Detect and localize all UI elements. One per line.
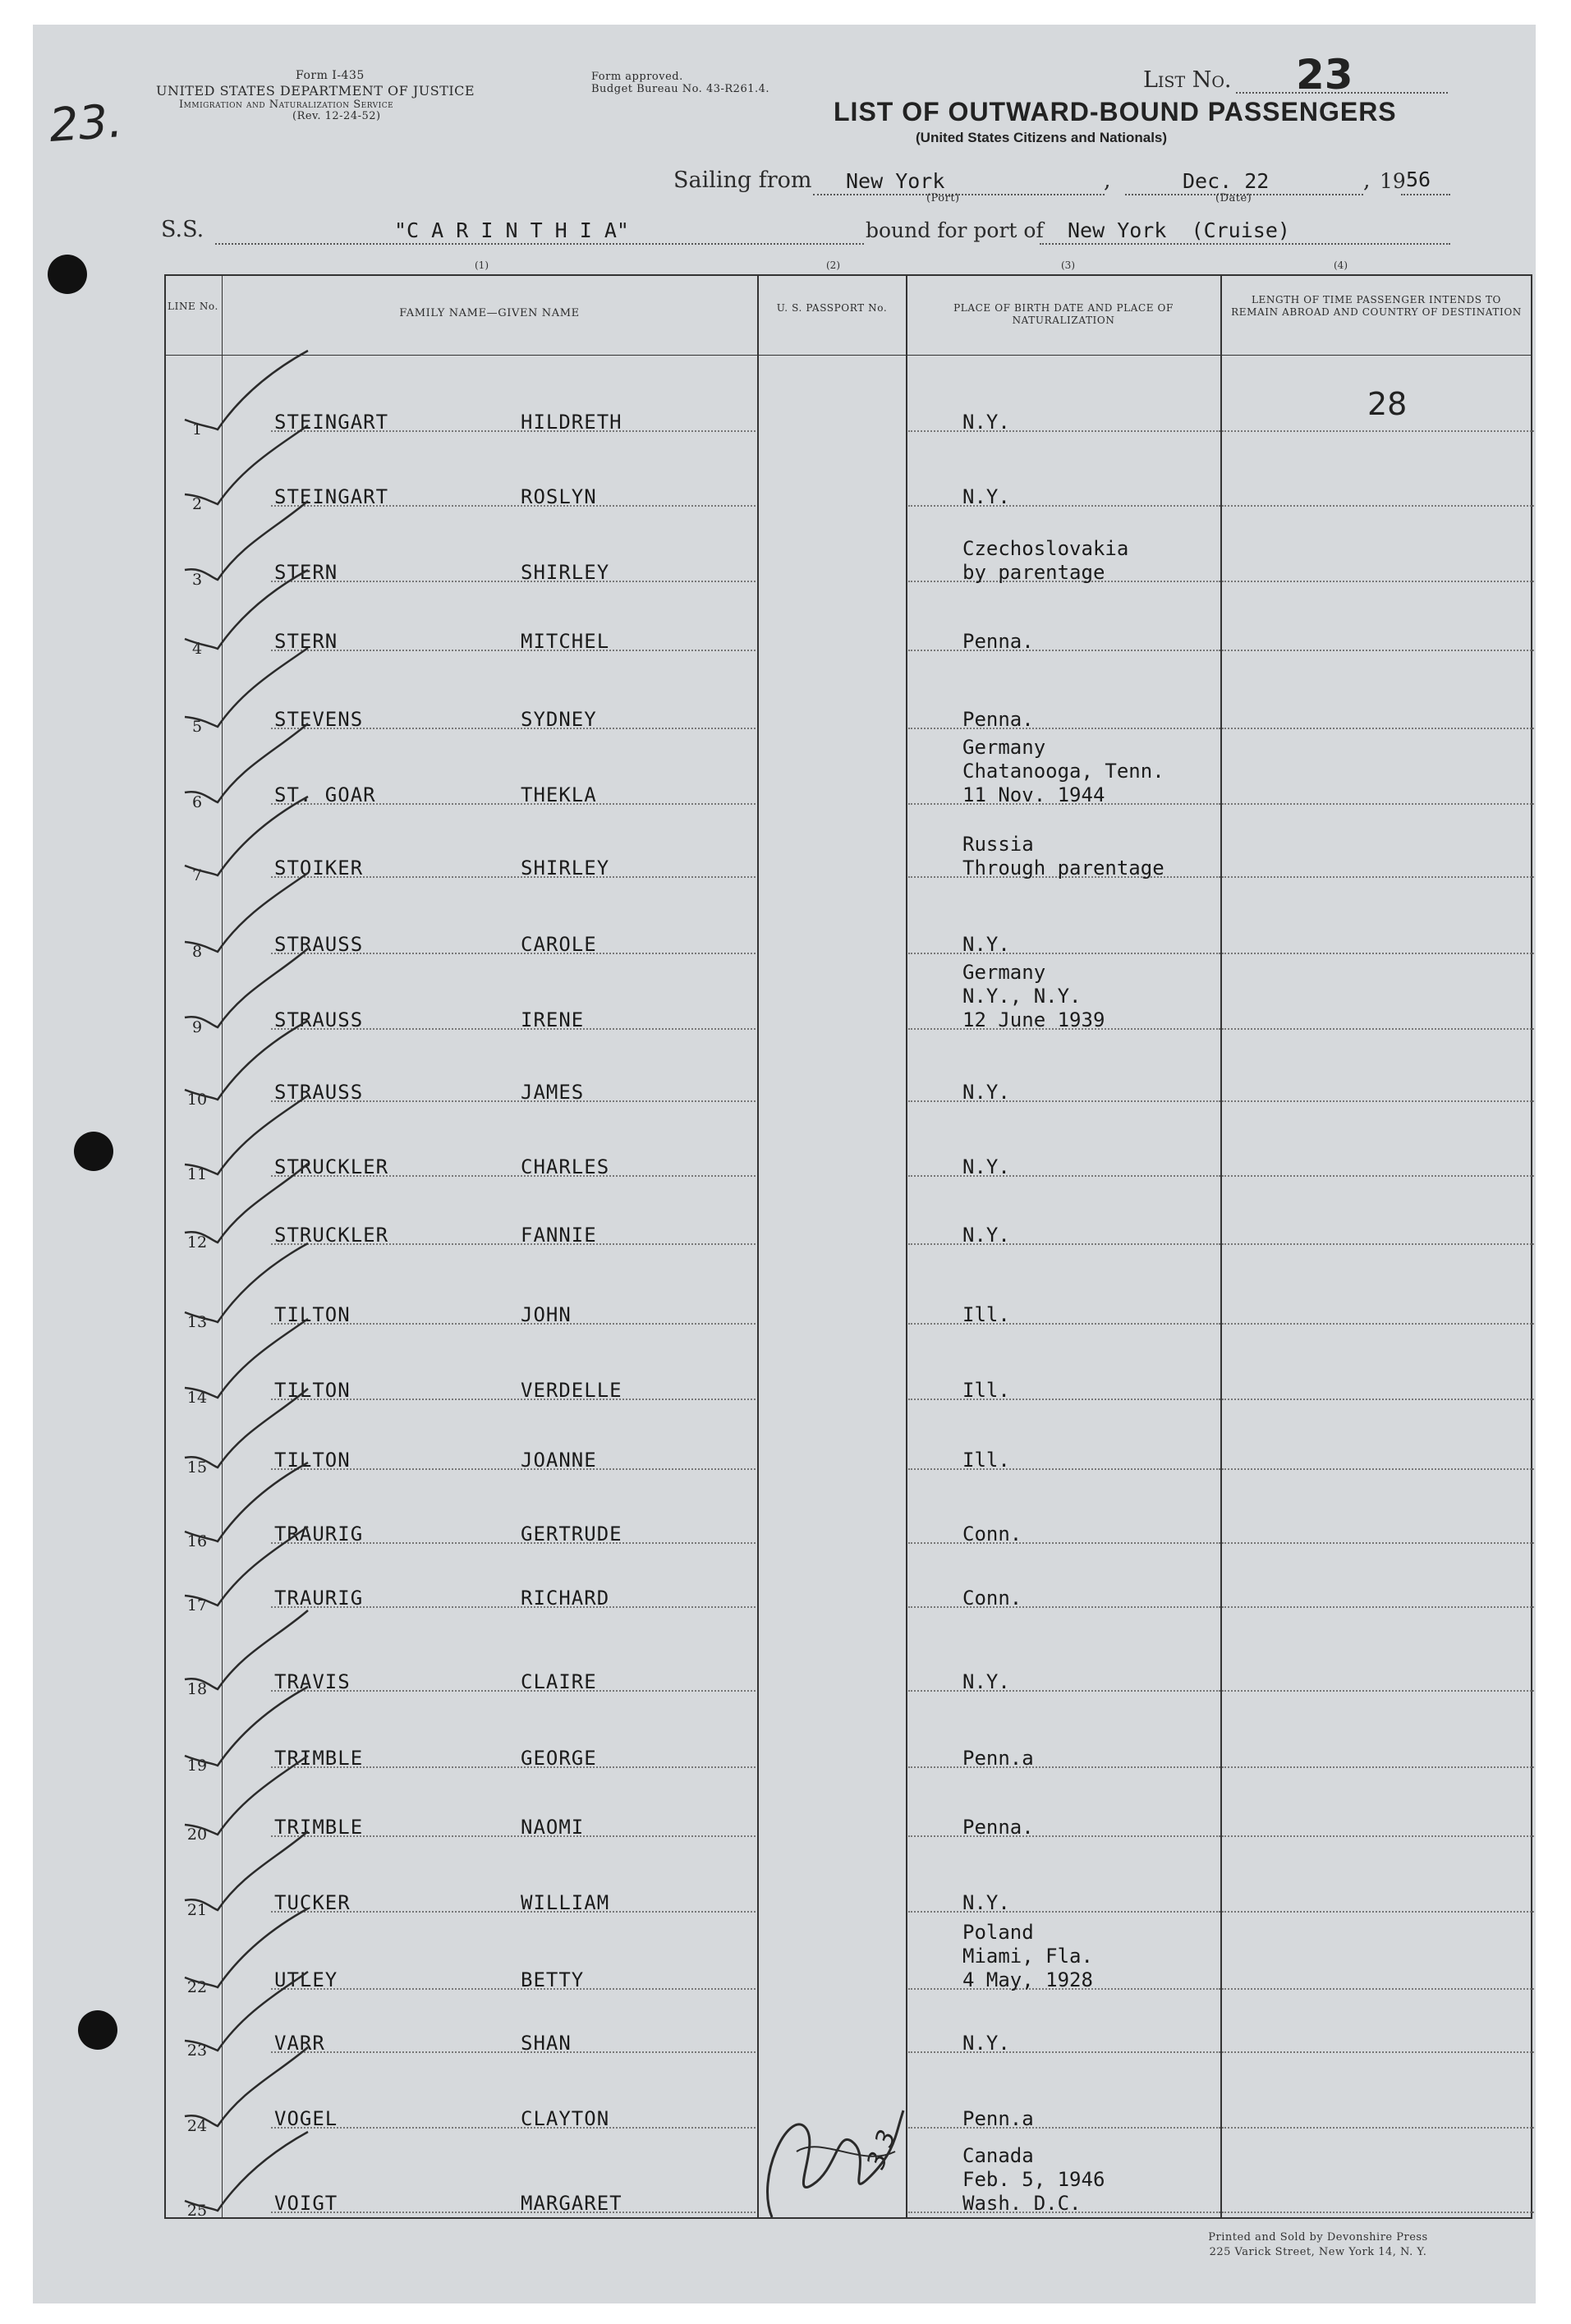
length-dotline (1222, 1911, 1534, 1913)
birth-dotline (908, 728, 1220, 729)
name-dotline (271, 876, 756, 878)
birth-place-line: N.Y. (962, 1891, 1010, 1914)
family-name: STOIKER (274, 857, 364, 880)
birth-dotline (908, 1243, 1220, 1245)
sailing-port: New York (846, 169, 945, 193)
date-year-separator: , (1363, 168, 1371, 193)
given-name: NAOMI (521, 1816, 585, 1839)
given-name: MARGARET (521, 2192, 622, 2215)
birth-place-line: Penna. (962, 1816, 1034, 1839)
bound-for-label: bound for port of (866, 218, 1044, 242)
line-number: 17 (186, 1596, 208, 1614)
length-dotline (1222, 1100, 1534, 1102)
length-dotline (1222, 1468, 1534, 1470)
line-number: 15 (186, 1458, 208, 1477)
line-number: 25 (186, 2202, 208, 2220)
line-number: 1 (191, 420, 203, 439)
length-dotline (1222, 2211, 1534, 2213)
line-number: 16 (186, 1532, 208, 1550)
name-dotline (271, 1606, 756, 1608)
check-mark-icon (177, 2125, 316, 2216)
name-dotline (271, 1100, 756, 1102)
line-number: 18 (186, 1680, 208, 1698)
header-passport: U. S. PASSPORT No. (776, 302, 888, 314)
family-name: TILTON (274, 1303, 351, 1326)
family-name: ST. GOAR (274, 783, 376, 806)
birth-place-line: N.Y. (962, 1155, 1010, 1178)
sailing-year: 56 (1406, 168, 1431, 191)
line-number: 24 (186, 2117, 208, 2135)
table-top-border (164, 274, 1532, 276)
printer-line-1: Printed and Sold by Devonshire Press (1208, 2231, 1428, 2244)
length-dotline (1222, 953, 1534, 954)
column-number-3: (3) (1061, 259, 1075, 271)
birth-column-divider (1220, 274, 1222, 2219)
line-number: 9 (191, 1018, 203, 1036)
birth-place-line: Germany (962, 961, 1046, 984)
list-no-label: List No. (1143, 67, 1232, 93)
birth-dotline (908, 1468, 1220, 1470)
sailing-date: Dec. 22 (1183, 169, 1270, 193)
line-number: 14 (186, 1389, 208, 1407)
punch-hole-top (48, 255, 87, 294)
birth-dotline (908, 1542, 1220, 1544)
check-mark-icon (177, 1157, 316, 1247)
family-name: TRAVIS (274, 1670, 351, 1693)
name-dotline (271, 1911, 756, 1913)
birth-place-line: Penn.a (962, 1747, 1034, 1770)
birth-place-line: 4 May, 1928 (962, 1968, 1093, 1991)
length-dotline (1222, 650, 1534, 651)
line-number: 11 (186, 1165, 208, 1183)
table-right-border (1531, 274, 1532, 2219)
line-number: 23 (186, 2042, 208, 2060)
given-name: ROSLYN (521, 485, 597, 508)
line-number: 4 (191, 640, 203, 658)
birth-place-line: N.Y. (962, 933, 1010, 956)
name-dotline (271, 1766, 756, 1768)
given-name: JOANNE (521, 1449, 597, 1472)
given-name: BETTY (521, 1968, 585, 1991)
family-name: STERN (274, 630, 338, 653)
given-name: CLAYTON (521, 2107, 610, 2130)
birth-place-line: Wash. D.C. (962, 2192, 1082, 2215)
given-name: SYDNEY (521, 708, 597, 731)
birth-place-line: Chatanooga, Tenn. (962, 760, 1164, 783)
printer-line-2: 225 Varick Street, New York 14, N. Y. (1209, 2246, 1427, 2258)
birth-place-line: N.Y. (962, 485, 1010, 508)
name-dotline (271, 953, 756, 954)
header-name: FAMILY NAME—GIVEN NAME (399, 307, 580, 319)
name-dotline (271, 1243, 756, 1245)
margin-note: 23. (47, 94, 125, 154)
given-name: SHIRLEY (521, 857, 610, 880)
given-name: CLAIRE (521, 1670, 597, 1693)
length-dotline (1222, 1690, 1534, 1692)
birth-dotline (908, 1690, 1220, 1692)
birth-place-line: Penn.a (962, 2107, 1034, 2130)
given-name: RICHARD (521, 1587, 610, 1610)
punch-hole-middle (74, 1132, 113, 1171)
birth-place-line: Canada (962, 2144, 1034, 2167)
length-dotline (1222, 728, 1534, 729)
birth-dotline (908, 2051, 1220, 2053)
column-number-2: (2) (826, 259, 840, 271)
given-name: WILLIAM (521, 1891, 610, 1914)
birth-place-line: Germany (962, 736, 1046, 759)
passport-column-divider (906, 274, 907, 2219)
length-dotline (1222, 1835, 1534, 1837)
given-name: IRENE (521, 1008, 585, 1031)
length-dotline (1222, 2127, 1534, 2129)
given-name: SHAN (521, 2032, 572, 2055)
given-name: HILDRETH (521, 411, 622, 434)
family-name: STRUCKLER (274, 1224, 389, 1247)
birth-place-line: Conn. (962, 1587, 1022, 1610)
birth-dotline (908, 2127, 1220, 2129)
family-name: UTLEY (274, 1968, 338, 1991)
birth-place-line: Czechoslovakia (962, 537, 1129, 560)
family-name: TILTON (274, 1379, 351, 1402)
family-name: TRIMBLE (274, 1816, 364, 1839)
family-name: VOIGT (274, 2192, 338, 2215)
header-length: LENGTH OF TIME PASSENGER INTENDS TO REMAIN ABROAD AND COUNTRY OF DESTINATION (1231, 294, 1522, 318)
birth-place-line: N.Y. (962, 1081, 1010, 1104)
name-dotline (271, 2211, 756, 2213)
family-name: STRAUSS (274, 1008, 364, 1031)
ss-label: S.S. (161, 217, 204, 242)
port-date-separator: , (1104, 168, 1111, 193)
budget-bureau-number: Budget Bureau No. 43-R261.4. (591, 83, 770, 95)
line-number: 10 (186, 1091, 208, 1109)
given-name: VERDELLE (521, 1379, 622, 1402)
port-caption: (Port) (926, 192, 960, 204)
name-dotline (271, 803, 756, 805)
line-number: 13 (186, 1313, 208, 1331)
family-name: STRAUSS (274, 1081, 364, 1104)
name-dotline (271, 2051, 756, 2053)
birth-dotline (908, 650, 1220, 651)
length-dotline (1222, 1542, 1534, 1544)
length-dotline (1222, 1243, 1534, 1245)
length-dotline (1222, 430, 1534, 432)
page-subtitle: (United States Citizens and Nationals) (916, 130, 1168, 145)
given-name: THEKLA (521, 783, 597, 806)
check-mark-icon (177, 2041, 316, 2131)
birth-dotline (908, 1399, 1220, 1400)
given-name: CHARLES (521, 1155, 610, 1178)
check-mark-icon (177, 1520, 316, 1610)
line-number: 12 (186, 1233, 208, 1252)
column-number-4: (4) (1334, 259, 1348, 271)
family-name: VOGEL (274, 2107, 338, 2130)
line-number: 6 (191, 793, 203, 811)
length-dotline (1222, 1399, 1534, 1400)
ship-name: "C A R I N T H I A" (394, 218, 629, 242)
name-dotline (271, 1028, 756, 1030)
length-dotline (1222, 2051, 1534, 2053)
list-no-value: 23 (1296, 51, 1353, 99)
birth-place-line: N.Y. (962, 1670, 1010, 1693)
given-name: JAMES (521, 1081, 585, 1104)
sailing-from-label: Sailing from (673, 168, 812, 193)
line-number: 20 (186, 1826, 208, 1844)
table-header-bottom-border (164, 355, 1532, 356)
family-name: TRAURIG (274, 1523, 364, 1546)
line-number: 3 (191, 571, 203, 589)
name-dotline (271, 1690, 756, 1692)
length-dotline (1222, 876, 1534, 878)
signature-scribble (739, 2078, 928, 2242)
length-of-stay: 28 (1367, 386, 1408, 422)
year-dotline (1401, 194, 1450, 195)
date-caption: (Date) (1215, 192, 1252, 204)
birth-place-line: 12 June 1939 (962, 1008, 1105, 1031)
birth-dotline (908, 1835, 1220, 1837)
name-dotline (271, 581, 756, 582)
bound-port: New York (Cruise) (1068, 218, 1290, 242)
family-name: TRIMBLE (274, 1747, 364, 1770)
form-department: UNITED STATES DEPARTMENT OF JUSTICE (156, 83, 475, 99)
line-number: 21 (186, 1901, 208, 1919)
birth-dotline (908, 953, 1220, 954)
family-name: VARR (274, 2032, 325, 2055)
birth-place-line: Russia (962, 833, 1034, 856)
birth-dotline (908, 1766, 1220, 1768)
line-number: 7 (191, 866, 203, 884)
birth-dotline (908, 1911, 1220, 1913)
check-mark-icon (177, 563, 316, 654)
name-dotline (271, 505, 756, 507)
given-name: GERTRUDE (521, 1523, 622, 1546)
birth-dotline (908, 1175, 1220, 1177)
given-name: GEORGE (521, 1747, 597, 1770)
birth-place-line: Conn. (962, 1523, 1022, 1546)
birth-place-line: N.Y. (962, 2032, 1010, 2055)
handwritten-annotation: 3 3 (861, 2126, 903, 2173)
name-dotline (271, 728, 756, 729)
birth-place-line: N.Y., N.Y. (962, 985, 1082, 1008)
line-number: 19 (186, 1757, 208, 1775)
birth-place-line: Ill. (962, 1303, 1010, 1326)
name-dotline (271, 1835, 756, 1837)
birth-dotline (908, 1100, 1220, 1102)
table-left-border (164, 274, 166, 2219)
length-dotline (1222, 505, 1534, 507)
form-revision: (Rev. 12-24-52) (292, 110, 381, 122)
length-dotline (1222, 1766, 1534, 1768)
length-dotline (1222, 803, 1534, 805)
header-birth: PLACE OF BIRTH DATE AND PLACE OF NATURALIZATION (953, 302, 1174, 326)
birth-place-line: Ill. (962, 1379, 1010, 1402)
name-dotline (271, 1175, 756, 1177)
ship-dotline (215, 243, 864, 245)
birth-place-line: Miami, Fla. (962, 1945, 1093, 1968)
form-service: Immigration and Naturalization Service (179, 99, 394, 111)
given-name: SHIRLEY (521, 561, 610, 584)
family-name: STEINGART (274, 411, 389, 434)
name-dotline (271, 650, 756, 651)
birth-place-line: by parentage (962, 561, 1105, 584)
family-name: TILTON (274, 1449, 351, 1472)
name-dotline (271, 1468, 756, 1470)
birth-place-line: Poland (962, 1921, 1034, 1944)
name-column-divider (757, 274, 759, 2219)
page-title: LIST OF OUTWARD-BOUND PASSENGERS (834, 97, 1397, 126)
birth-place-line: N.Y. (962, 1224, 1010, 1247)
birth-place-line: N.Y. (962, 411, 1010, 434)
length-dotline (1222, 1988, 1534, 1990)
birth-place-line: Penna. (962, 630, 1034, 653)
given-name: MITCHEL (521, 630, 610, 653)
given-name: FANNIE (521, 1224, 597, 1247)
name-dotline (271, 430, 756, 432)
length-dotline (1222, 581, 1534, 582)
name-dotline (271, 2127, 756, 2129)
birth-place-line: Feb. 5, 1946 (962, 2168, 1105, 2191)
length-dotline (1222, 1323, 1534, 1325)
name-dotline (271, 1988, 756, 1990)
length-dotline (1222, 1028, 1534, 1030)
birth-dotline (908, 505, 1220, 507)
column-number-1: (1) (475, 259, 489, 271)
birth-place-line: Penna. (962, 708, 1034, 731)
form-number: Form I-435 (296, 69, 365, 82)
length-dotline (1222, 1606, 1534, 1608)
name-dotline (271, 1399, 756, 1400)
line-number: 5 (191, 718, 203, 736)
birth-dotline (908, 1323, 1220, 1325)
form-approval: Form approved. (591, 71, 683, 83)
birth-place-line: Ill. (962, 1449, 1010, 1472)
family-name: TUCKER (274, 1891, 351, 1914)
given-name: JOHN (521, 1303, 572, 1326)
line-number: 8 (191, 943, 203, 961)
birth-place-line: Through parentage (962, 857, 1164, 880)
family-name: STEINGART (274, 485, 389, 508)
name-dotline (271, 1323, 756, 1325)
family-name: STRUCKLER (274, 1155, 389, 1178)
family-name: STERN (274, 561, 338, 584)
family-name: STRAUSS (274, 933, 364, 956)
header-line-no: LINE No. (168, 301, 218, 312)
birth-dotline (908, 430, 1220, 432)
sailing-year-prefix: 19 (1380, 169, 1406, 193)
family-name: TRAURIG (274, 1587, 364, 1610)
birth-dotline (908, 1606, 1220, 1608)
birth-place-line: 11 Nov. 1944 (962, 783, 1105, 806)
given-name: CAROLE (521, 933, 597, 956)
family-name: STEVENS (274, 708, 364, 731)
name-dotline (271, 1542, 756, 1544)
line-number: 2 (191, 495, 203, 513)
line-number: 22 (186, 1978, 208, 1996)
length-dotline (1222, 1175, 1534, 1177)
bound-dotline (1040, 243, 1450, 245)
punch-hole-bottom (78, 2010, 117, 2050)
